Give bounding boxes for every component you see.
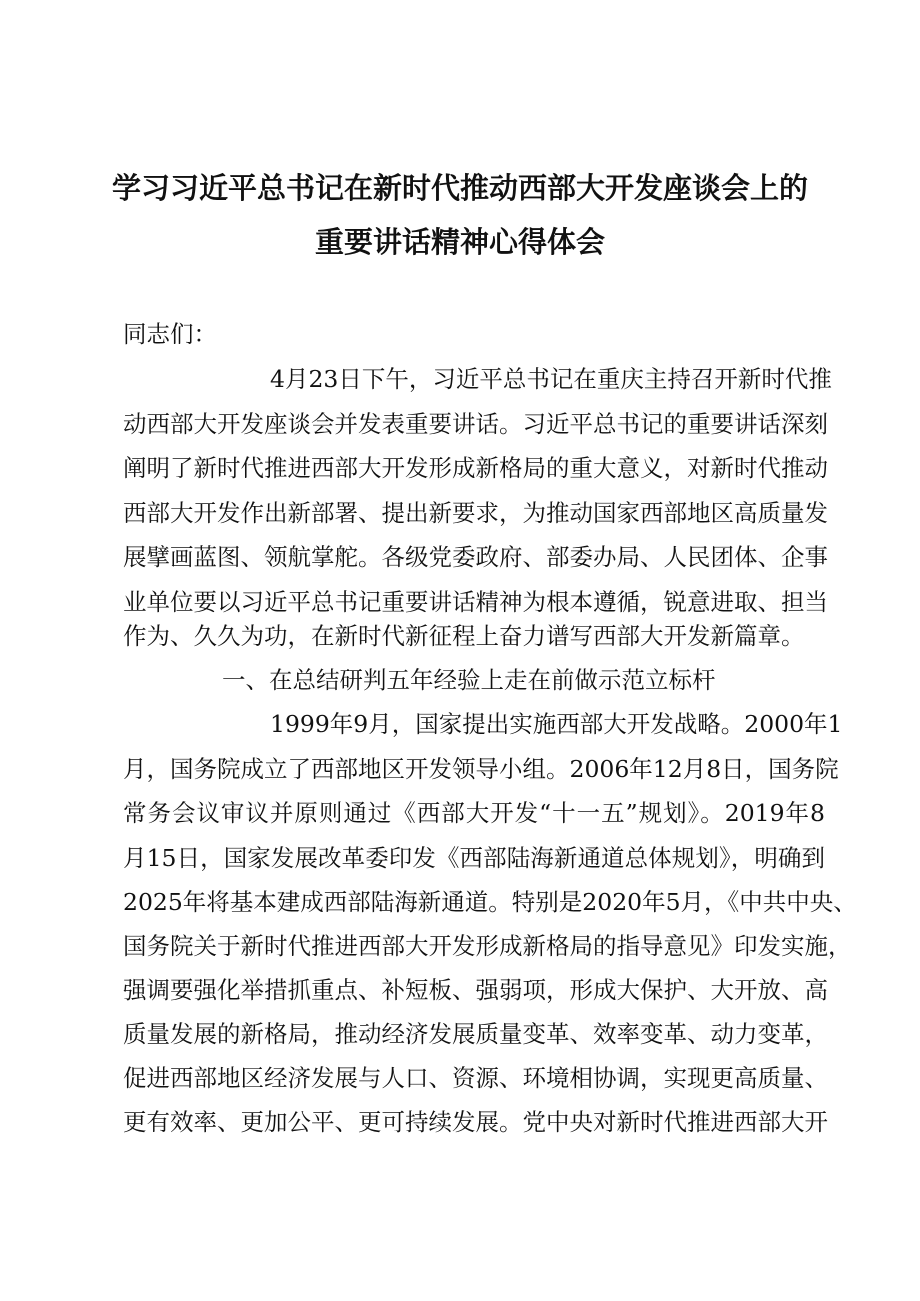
paragraph-2-line: 1999年9月，国家提出实施西部大开发战略。2000年1 xyxy=(270,710,843,738)
document-title-line-2: 重要讲话精神心得体会 xyxy=(314,225,605,259)
paragraph-2-line: 更有效率、更加公平、更可持续发展。党中央对新时代推进西部大开 xyxy=(123,1108,828,1136)
paragraph-2-line: 常务会议审议并原则通过《西部大开发“十一五”规划》。2019年8 xyxy=(123,799,825,827)
section-heading: 一、在总结研判五年经验上走在前做示范立标杆 xyxy=(222,666,716,694)
paragraph-1-line: 作为、久久为功，在新时代新征程上奋力谱写西部大开发新篇章。 xyxy=(123,622,805,650)
salutation: 同志们： xyxy=(123,320,217,348)
paragraph-1-line: 阐明了新时代推进西部大开发形成新格局的重大意义，对新时代推动 xyxy=(123,454,828,482)
paragraph-1-line: 展擘画蓝图、领航掌舵。各级党委政府、部委办局、人民团体、企事 xyxy=(123,543,828,571)
paragraph-2-line: 强调要强化举措抓重点、补短板、强弱项，形成大保护、大开放、高 xyxy=(123,976,828,1004)
paragraph-1-line: 4月23日下午，习近平总书记在重庆主持召开新时代推 xyxy=(270,365,832,393)
paragraph-2-line: 促进西部地区经济发展与人口、资源、环境相协调，实现更高质量、 xyxy=(123,1064,828,1092)
paragraph-1-line: 业单位要以习近平总书记重要讲话精神为根本遵循，锐意进取、担当 xyxy=(123,588,828,616)
paragraph-2-line: 2025年将基本建成西部陆海新通道。特别是2020年5月，《中共中央、 xyxy=(123,888,857,916)
paragraph-2-line: 月15日，国家发展改革委印发《西部陆海新通道总体规划》，明确到 xyxy=(123,844,825,872)
paragraph-1-line: 动西部大开发座谈会并发表重要讲话。习近平总书记的重要讲话深刻 xyxy=(123,410,828,438)
paragraph-2-line: 质量发展的新格局，推动经济发展质量变革、效率变革、动力变革， xyxy=(123,1020,828,1048)
paragraph-2-line: 月，国务院成立了西部地区开发领导小组。2006年12月8日，国务院 xyxy=(123,755,839,783)
document-title-line-1: 学习习近平总书记在新时代推动西部大开发座谈会上的 xyxy=(111,171,808,205)
paragraph-1-line: 西部大开发作出新部署、提出新要求，为推动国家西部地区高质量发 xyxy=(123,499,828,527)
paragraph-2-line: 国务院关于新时代推进西部大开发形成新格局的指导意见》印发实施， xyxy=(123,932,852,960)
